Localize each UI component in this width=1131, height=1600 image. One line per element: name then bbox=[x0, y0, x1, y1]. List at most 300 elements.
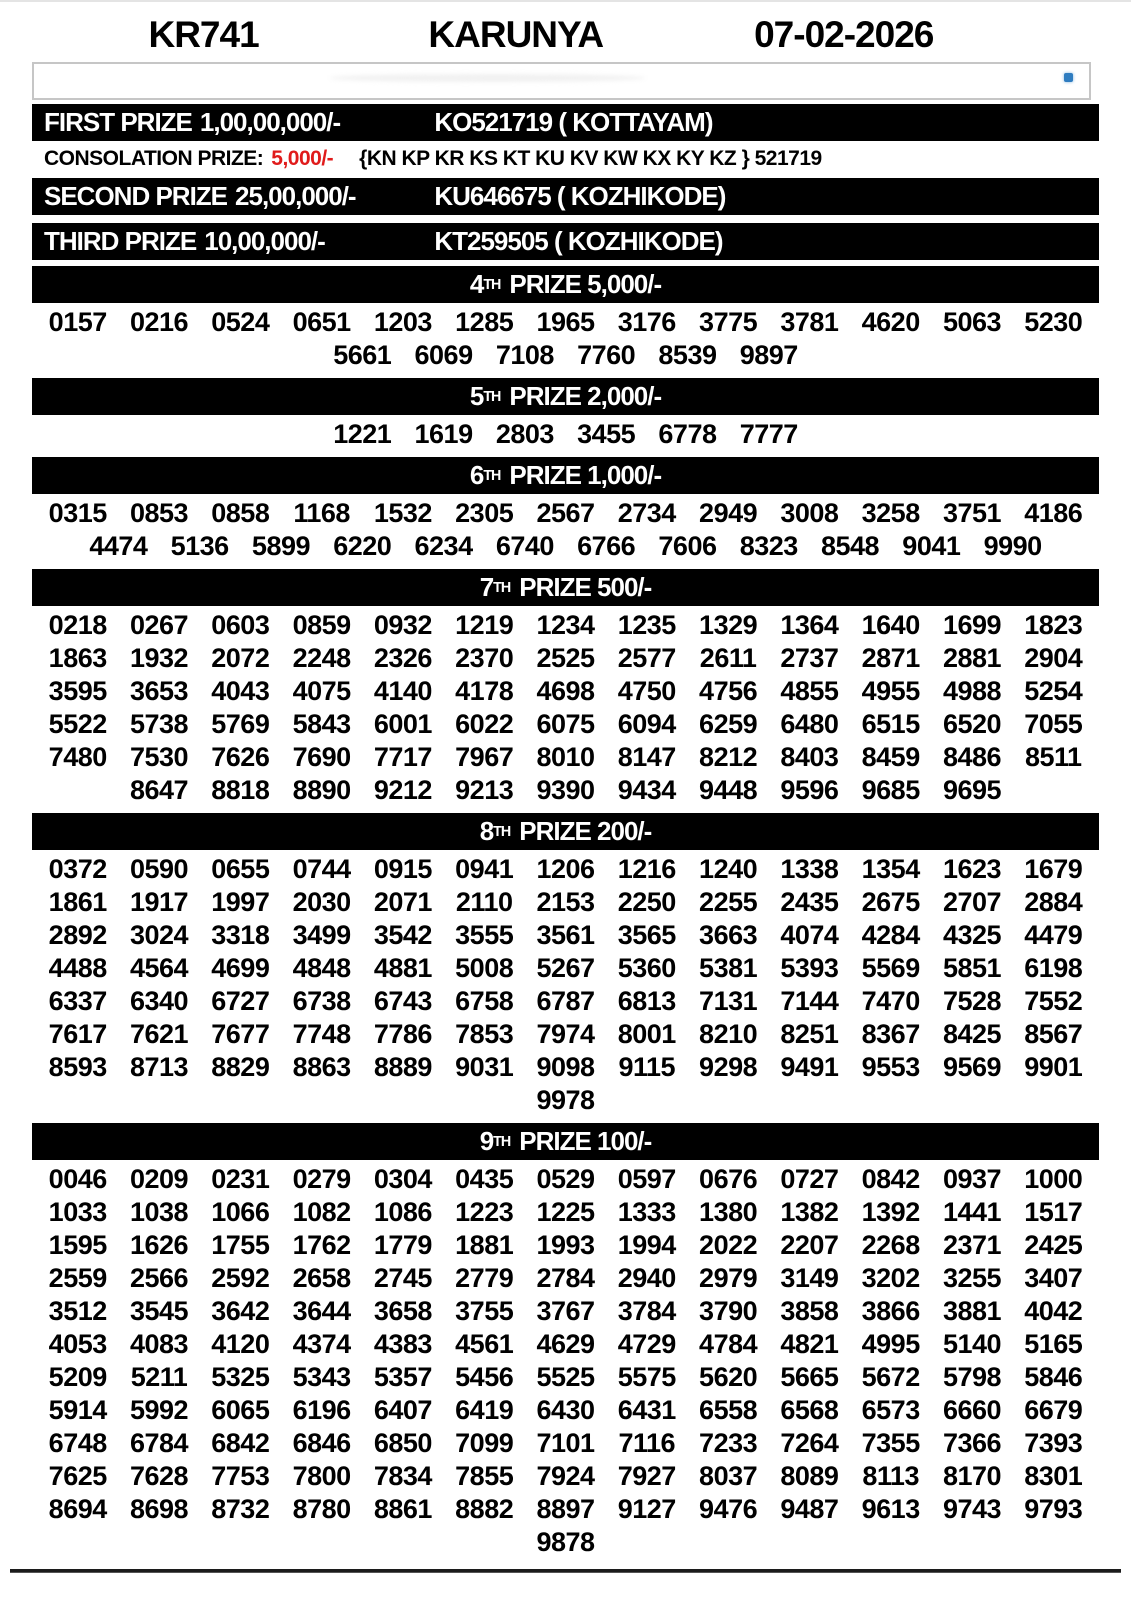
ticket-number: 2268 bbox=[861, 1230, 920, 1260]
ticket-number: 7924 bbox=[536, 1461, 595, 1491]
ticket-number: 0727 bbox=[780, 1164, 839, 1194]
ticket-number: 4855 bbox=[780, 676, 839, 706]
ticket-number: 1881 bbox=[455, 1230, 514, 1260]
ticket-number-row bbox=[32, 886, 1099, 919]
ticket-number: 7552 bbox=[1024, 986, 1083, 1016]
ticket-number: 8367 bbox=[861, 1019, 920, 1049]
ticket-number: 3595 bbox=[48, 676, 107, 706]
ticket-number: 6743 bbox=[373, 986, 432, 1016]
ticket-number: 7480 bbox=[48, 742, 107, 772]
ticket-number: 5672 bbox=[861, 1362, 920, 1392]
ticket-number: 1861 bbox=[48, 887, 107, 917]
ticket-number: 8113 bbox=[862, 1461, 919, 1491]
ticket-number: 1285 bbox=[455, 307, 514, 337]
ticket-number: 0655 bbox=[211, 854, 270, 884]
ticket-number: 1762 bbox=[292, 1230, 351, 1260]
ticket-number: 7760 bbox=[577, 340, 636, 370]
ticket-number: 4564 bbox=[129, 953, 189, 983]
ticket-number: 6407 bbox=[373, 1395, 432, 1425]
ticket-number: 2884 bbox=[1024, 887, 1083, 917]
ticket-number: 3258 bbox=[861, 498, 920, 528]
ticket-number: 6740 bbox=[495, 531, 554, 561]
ticket-number: 5843 bbox=[292, 709, 351, 739]
ticket-number: 7528 bbox=[942, 986, 1002, 1016]
ticket-number-row bbox=[32, 985, 1099, 1018]
ticket-number: 7853 bbox=[455, 1019, 514, 1049]
ticket-number: 5661 bbox=[333, 340, 392, 370]
ticket-number: 2567 bbox=[536, 498, 595, 528]
ticket-number: 9448 bbox=[699, 775, 758, 805]
ticket-number: 7690 bbox=[292, 742, 351, 772]
ticket-number: 9298 bbox=[699, 1052, 758, 1082]
ticket-number: 9569 bbox=[942, 1052, 1002, 1082]
ticket-number: 7927 bbox=[617, 1461, 676, 1491]
ticket-number: 8548 bbox=[821, 531, 880, 561]
ticket-number: 3024 bbox=[129, 920, 189, 950]
ticket-number: 1038 bbox=[129, 1197, 189, 1227]
ticket-number: 0435 bbox=[455, 1164, 514, 1194]
ticket-number: 9434 bbox=[617, 775, 676, 805]
ticket-number: 5063 bbox=[942, 307, 1002, 337]
second-prize-bar bbox=[32, 178, 1099, 215]
ticket-number: 2250 bbox=[617, 887, 676, 917]
ticket-number: 7366 bbox=[942, 1428, 1002, 1458]
ticket-number: 1364 bbox=[780, 610, 839, 640]
ticket-number: 0858 bbox=[211, 498, 270, 528]
ticket-number: 2577 bbox=[617, 643, 676, 673]
ticket-number-row bbox=[32, 1196, 1099, 1229]
ticket-number: 0915 bbox=[373, 854, 432, 884]
ticket-number: 3663 bbox=[699, 920, 758, 950]
ticket-number: 7131 bbox=[699, 986, 758, 1016]
ticket-number: 7628 bbox=[129, 1461, 189, 1491]
ticket-number: 1235 bbox=[617, 610, 676, 640]
ticket-number: 4120 bbox=[211, 1329, 270, 1359]
ticket-number: 3255 bbox=[942, 1263, 1002, 1293]
ticket-number: 9491 bbox=[780, 1052, 839, 1082]
ticket-number: 2435 bbox=[780, 887, 839, 917]
ticket-number: 5914 bbox=[48, 1395, 107, 1425]
ticket-number: 1626 bbox=[129, 1230, 189, 1260]
ticket-number: 3858 bbox=[780, 1296, 839, 1326]
ticket-number: 5575 bbox=[617, 1362, 676, 1392]
ticket-number: 4620 bbox=[861, 307, 920, 337]
ticket-number: 8897 bbox=[536, 1494, 595, 1524]
ticket-number: 6660 bbox=[942, 1395, 1002, 1425]
ticket-number: 0209 bbox=[129, 1164, 189, 1194]
ticket-number: 8037 bbox=[699, 1461, 758, 1491]
ticket-number: 1863 bbox=[48, 643, 107, 673]
ticket-number: 8403 bbox=[780, 742, 839, 772]
ticket-number: 8818 bbox=[211, 775, 270, 805]
ticket-number: 1517 bbox=[1024, 1197, 1083, 1227]
draw-code: KR741 bbox=[148, 14, 259, 55]
ticket-number: 0941 bbox=[455, 854, 514, 884]
ticket-number: 0046 bbox=[48, 1164, 107, 1194]
ticket-number-row bbox=[32, 497, 1099, 530]
ticket-number: 1333 bbox=[617, 1197, 676, 1227]
ticket-number: 7621 bbox=[129, 1019, 189, 1049]
ticket-number: 2305 bbox=[455, 498, 514, 528]
second-prize-label: SECOND PRIZE 25,00,000/- bbox=[44, 181, 356, 211]
ticket-number: 8010 bbox=[536, 742, 595, 772]
url-input[interactable] bbox=[32, 62, 1091, 100]
ticket-number: 7748 bbox=[292, 1019, 351, 1049]
ticket-number: 1441 bbox=[942, 1197, 1002, 1227]
ticket-number: 3202 bbox=[861, 1263, 920, 1293]
ticket-number: 9487 bbox=[780, 1494, 839, 1524]
ticket-number: 9695 bbox=[942, 775, 1002, 805]
ticket-number-row bbox=[32, 306, 1099, 339]
ticket-number: 6340 bbox=[129, 986, 189, 1016]
ticket-number: 7393 bbox=[1024, 1428, 1083, 1458]
ticket-number: 4074 bbox=[780, 920, 839, 950]
ticket-number: 1997 bbox=[211, 887, 270, 917]
ticket-number-row bbox=[32, 1051, 1099, 1084]
ticket-number: 3658 bbox=[373, 1296, 432, 1326]
ticket-number: 4053 bbox=[48, 1329, 107, 1359]
ticket-number: 2871 bbox=[861, 643, 920, 673]
ticket-number: 2030 bbox=[292, 887, 351, 917]
ticket-number: 7355 bbox=[861, 1428, 920, 1458]
ticket-number: 8089 bbox=[780, 1461, 839, 1491]
ticket-number: 8539 bbox=[658, 340, 717, 370]
ticket-number: 8861 bbox=[373, 1494, 432, 1524]
ticket-number: 5393 bbox=[780, 953, 839, 983]
ticket-number: 7834 bbox=[373, 1461, 432, 1491]
ticket-number: 7717 bbox=[373, 742, 432, 772]
ticket-number: 1240 bbox=[699, 854, 758, 884]
ticket-number: 8170 bbox=[942, 1461, 1002, 1491]
ticket-number: 2734 bbox=[617, 498, 676, 528]
prize-section-header: 5 TH PRIZE 2,000/- bbox=[32, 378, 1099, 415]
ticket-number-row bbox=[32, 853, 1099, 886]
ticket-number: 4479 bbox=[1024, 920, 1083, 950]
ticket-number: 7974 bbox=[536, 1019, 595, 1049]
ticket-number: 8780 bbox=[292, 1494, 351, 1524]
bottom-divider bbox=[10, 1569, 1121, 1573]
ticket-number: 5267 bbox=[536, 953, 595, 983]
second-prize-winner: KU646675 ( KOZHIKODE) bbox=[434, 181, 726, 211]
ticket-number: 3545 bbox=[129, 1296, 189, 1326]
ticket-number-row bbox=[32, 418, 1099, 451]
ticket-number: 7470 bbox=[861, 986, 920, 1016]
ticket-number: 6220 bbox=[333, 531, 392, 561]
ticket-number: 9990 bbox=[983, 531, 1042, 561]
ticket-number: 1223 bbox=[455, 1197, 514, 1227]
ticket-number: 1329 bbox=[699, 610, 758, 640]
ticket-number-row bbox=[32, 1394, 1099, 1427]
lottery-name: KARUNYA bbox=[428, 14, 604, 55]
ticket-number: 1225 bbox=[536, 1197, 595, 1227]
ticket-number: 4756 bbox=[699, 676, 758, 706]
consolation-label: CONSOLATION PRIZE: bbox=[44, 147, 264, 170]
ticket-number: 7753 bbox=[211, 1461, 270, 1491]
ticket-number: 9127 bbox=[617, 1494, 676, 1524]
header bbox=[0, 2, 1131, 60]
ticket-number: 7617 bbox=[48, 1019, 107, 1049]
ticket-number: 4186 bbox=[1024, 498, 1083, 528]
ticket-number: 0315 bbox=[48, 498, 107, 528]
ticket-number: 6850 bbox=[373, 1428, 432, 1458]
prize-section-header: 8 TH PRIZE 200/- bbox=[32, 813, 1099, 850]
ticket-number: 7677 bbox=[211, 1019, 270, 1049]
ticket-number: 3790 bbox=[699, 1296, 758, 1326]
ticket-number: 6069 bbox=[414, 340, 473, 370]
ticket-number: 2592 bbox=[211, 1263, 270, 1293]
ticket-number: 2425 bbox=[1024, 1230, 1083, 1260]
ticket-number: 5522 bbox=[48, 709, 107, 739]
ticket-number: 4881 bbox=[373, 953, 432, 983]
ticket-number: 7144 bbox=[780, 986, 839, 1016]
ticket-number: 1640 bbox=[861, 610, 920, 640]
ticket-number: 9476 bbox=[699, 1494, 758, 1524]
ticket-number: 0853 bbox=[129, 498, 189, 528]
ticket-number: 2071 bbox=[373, 887, 432, 917]
ticket-number: 1033 bbox=[48, 1197, 107, 1227]
ticket-number: 4821 bbox=[780, 1329, 839, 1359]
ticket-number: 5525 bbox=[536, 1362, 595, 1392]
ticket-number: 5381 bbox=[699, 953, 758, 983]
ticket-number: 7625 bbox=[48, 1461, 107, 1491]
ticket-number: 0231 bbox=[211, 1164, 270, 1194]
ticket-number: 5738 bbox=[129, 709, 189, 739]
ticket-number: 7786 bbox=[373, 1019, 432, 1049]
ticket-number: 7530 bbox=[129, 742, 189, 772]
ticket-number: 8323 bbox=[739, 531, 798, 561]
ticket-number-row bbox=[32, 1229, 1099, 1262]
ticket-number: 1216 bbox=[617, 854, 676, 884]
ticket-number: 3008 bbox=[780, 498, 839, 528]
ticket-number: 4284 bbox=[861, 920, 920, 950]
ticket-number: 8889 bbox=[373, 1052, 432, 1082]
ticket-number: 2675 bbox=[861, 887, 920, 917]
ticket-number: 6842 bbox=[211, 1428, 270, 1458]
ticket-number: 4955 bbox=[861, 676, 920, 706]
ticket-number: 6234 bbox=[414, 531, 473, 561]
ticket-number: 8567 bbox=[1024, 1019, 1083, 1049]
ticket-number-row bbox=[32, 1493, 1099, 1526]
ticket-number: 7855 bbox=[455, 1461, 514, 1491]
ticket-number: 7264 bbox=[780, 1428, 839, 1458]
ticket-number: 7116 bbox=[618, 1428, 676, 1458]
ticket-number: 9390 bbox=[536, 775, 595, 805]
ticket-number: 1000 bbox=[1024, 1164, 1083, 1194]
ticket-number: 8647 bbox=[129, 775, 189, 805]
ticket-number: 5357 bbox=[373, 1362, 432, 1392]
ticket-number: 2707 bbox=[942, 887, 1002, 917]
ticket-number: 4474 bbox=[89, 531, 148, 561]
ticket-number: 0859 bbox=[292, 610, 351, 640]
ticket-number: 9978 bbox=[536, 1085, 595, 1115]
ticket-number: 5209 bbox=[48, 1362, 107, 1392]
ticket-number: 8147 bbox=[617, 742, 676, 772]
ticket-number: 0676 bbox=[699, 1164, 758, 1194]
ticket-number: 0372 bbox=[48, 854, 107, 884]
ticket-number: 1380 bbox=[699, 1197, 758, 1227]
ticket-number: 4629 bbox=[536, 1329, 595, 1359]
ticket-number: 1932 bbox=[129, 643, 189, 673]
ticket-number: 4995 bbox=[861, 1329, 920, 1359]
ticket-number: 5325 bbox=[211, 1362, 270, 1392]
ticket-number: 5140 bbox=[942, 1329, 1002, 1359]
ticket-number-row bbox=[32, 339, 1099, 372]
ticket-number: 9878 bbox=[536, 1527, 595, 1557]
ticket-number: 1066 bbox=[211, 1197, 270, 1227]
ticket-number: 8829 bbox=[211, 1052, 270, 1082]
ticket-number: 0218 bbox=[48, 610, 107, 640]
ticket-number: 6784 bbox=[129, 1428, 189, 1458]
ticket-number: 8882 bbox=[455, 1494, 514, 1524]
ticket-number: 5165 bbox=[1024, 1329, 1083, 1359]
first-prize-winner: KO521719 ( KOTTAYAM) bbox=[434, 107, 713, 137]
ticket-number: 3751 bbox=[942, 498, 1002, 528]
ticket-number: 9041 bbox=[902, 531, 961, 561]
ticket-number: 1382 bbox=[780, 1197, 839, 1227]
ticket-number: 6196 bbox=[292, 1395, 351, 1425]
ticket-number: 1082 bbox=[292, 1197, 351, 1227]
ticket-number: 2371 bbox=[942, 1230, 1002, 1260]
ticket-number: 5846 bbox=[1024, 1362, 1083, 1392]
ticket-number: 1219 bbox=[455, 610, 514, 640]
ticket-number: 0932 bbox=[373, 610, 432, 640]
ticket-number: 3455 bbox=[577, 419, 636, 449]
ticket-number: 2784 bbox=[536, 1263, 595, 1293]
ticket-number: 2779 bbox=[455, 1263, 514, 1293]
ticket-number: 1203 bbox=[373, 307, 432, 337]
ticket-number: 2737 bbox=[780, 643, 839, 673]
ticket-number: 8212 bbox=[699, 742, 758, 772]
ticket-number: 4325 bbox=[942, 920, 1002, 950]
ticket-number: 5343 bbox=[292, 1362, 351, 1392]
ticket-number-row bbox=[32, 919, 1099, 952]
ticket-number: 6094 bbox=[617, 709, 676, 739]
ticket-number-row bbox=[32, 675, 1099, 708]
ticket-number: 5136 bbox=[170, 531, 229, 561]
ticket-number: 0529 bbox=[536, 1164, 595, 1194]
ticket-number: 6846 bbox=[292, 1428, 351, 1458]
ticket-number: 1993 bbox=[536, 1230, 595, 1260]
ticket-number: 2370 bbox=[455, 643, 514, 673]
ticket-number: 6787 bbox=[536, 986, 595, 1016]
prize-section-header: 4 TH PRIZE 5,000/- bbox=[32, 266, 1099, 303]
ticket-number: 4750 bbox=[617, 676, 676, 706]
ticket-number: 2326 bbox=[373, 643, 432, 673]
ticket-number: 0157 bbox=[48, 307, 107, 337]
ticket-number: 0597 bbox=[617, 1164, 676, 1194]
ticket-number: 8301 bbox=[1024, 1461, 1083, 1491]
ticket-number: 3755 bbox=[455, 1296, 514, 1326]
ticket-number: 9553 bbox=[861, 1052, 920, 1082]
ticket-number: 7101 bbox=[536, 1428, 595, 1458]
ticket-number: 2566 bbox=[129, 1263, 189, 1293]
ticket-number: 3642 bbox=[211, 1296, 270, 1326]
first-prize-label: FIRST PRIZE 1,00,00,000/- bbox=[44, 107, 341, 137]
ticket-number: 7606 bbox=[658, 531, 717, 561]
ticket-number: 6419 bbox=[455, 1395, 514, 1425]
ticket-number-row bbox=[32, 642, 1099, 675]
ticket-number-row bbox=[32, 1262, 1099, 1295]
ticket-number: 1338 bbox=[780, 854, 839, 884]
ticket-number: 7800 bbox=[292, 1461, 351, 1491]
ticket-number: 8001 bbox=[617, 1019, 676, 1049]
ticket-number: 4561 bbox=[455, 1329, 514, 1359]
ticket-number: 1699 bbox=[942, 610, 1002, 640]
ticket-number: 6573 bbox=[861, 1395, 920, 1425]
third-prize-label: THIRD PRIZE 10,00,000/- bbox=[44, 226, 325, 256]
ticket-number: 1917 bbox=[129, 887, 189, 917]
ticket-number: 6431 bbox=[617, 1395, 676, 1425]
ticket-number: 3784 bbox=[617, 1296, 676, 1326]
ticket-number: 8890 bbox=[292, 775, 351, 805]
ticket-number: 6558 bbox=[699, 1395, 758, 1425]
ticket-number: 3542 bbox=[373, 920, 432, 950]
ticket-number: 7967 bbox=[455, 742, 514, 772]
ticket-number: 6568 bbox=[780, 1395, 839, 1425]
ticket-number: 5899 bbox=[251, 531, 310, 561]
ticket-number: 9115 bbox=[618, 1052, 676, 1082]
ticket-number: 8210 bbox=[699, 1019, 758, 1049]
ticket-number: 0267 bbox=[129, 610, 189, 640]
ticket-number: 8732 bbox=[211, 1494, 270, 1524]
ticket-number: 0603 bbox=[211, 610, 270, 640]
consolation-row bbox=[32, 144, 1099, 174]
ticket-number: 6766 bbox=[577, 531, 636, 561]
ticket-number: 6679 bbox=[1024, 1395, 1083, 1425]
ticket-number: 2255 bbox=[699, 887, 758, 917]
ticket-number: 2658 bbox=[292, 1263, 351, 1293]
ticket-number: 7777 bbox=[739, 419, 798, 449]
ticket-number: 4042 bbox=[1024, 1296, 1083, 1326]
ticket-number: 6738 bbox=[292, 986, 351, 1016]
ticket-number: 9897 bbox=[739, 340, 798, 370]
prize-sections bbox=[32, 266, 1099, 1559]
ticket-number: 6337 bbox=[48, 986, 107, 1016]
ticket-number: 1532 bbox=[373, 498, 432, 528]
ticket-number: 0842 bbox=[861, 1164, 920, 1194]
ticket-number: 1823 bbox=[1024, 610, 1083, 640]
ticket-number: 8486 bbox=[942, 742, 1002, 772]
consolation-amount: 5,000/- bbox=[271, 147, 334, 170]
ticket-number: 0590 bbox=[129, 854, 189, 884]
ticket-number: 4374 bbox=[292, 1329, 351, 1359]
ticket-number: 3555 bbox=[455, 920, 514, 950]
ticket-number: 0744 bbox=[292, 854, 351, 884]
prize-section-header: 9 TH PRIZE 100/- bbox=[32, 1123, 1099, 1160]
ticket-number: 9212 bbox=[373, 775, 432, 805]
ticket-number: 7055 bbox=[1024, 709, 1083, 739]
ticket-number: 5456 bbox=[455, 1362, 514, 1392]
ticket-number: 3149 bbox=[780, 1263, 839, 1293]
ticket-number: 5665 bbox=[780, 1362, 839, 1392]
ticket-number: 6727 bbox=[211, 986, 270, 1016]
ticket-number: 3767 bbox=[536, 1296, 595, 1326]
ticket-number: 4043 bbox=[211, 676, 270, 706]
ticket-number: 2949 bbox=[699, 498, 758, 528]
ticket-number: 1595 bbox=[48, 1230, 107, 1260]
ticket-number: 6748 bbox=[48, 1428, 107, 1458]
ticket-number: 3565 bbox=[617, 920, 676, 950]
ticket-number: 6075 bbox=[536, 709, 595, 739]
ticket-number: 9685 bbox=[861, 775, 920, 805]
ticket-number-row bbox=[32, 1526, 1099, 1559]
ticket-number-row bbox=[32, 952, 1099, 985]
ticket-number: 4383 bbox=[373, 1329, 432, 1359]
ticket-number: 5769 bbox=[211, 709, 270, 739]
ticket-number: 6520 bbox=[942, 709, 1002, 739]
ticket-number: 4729 bbox=[617, 1329, 676, 1359]
ticket-number: 4178 bbox=[455, 676, 514, 706]
